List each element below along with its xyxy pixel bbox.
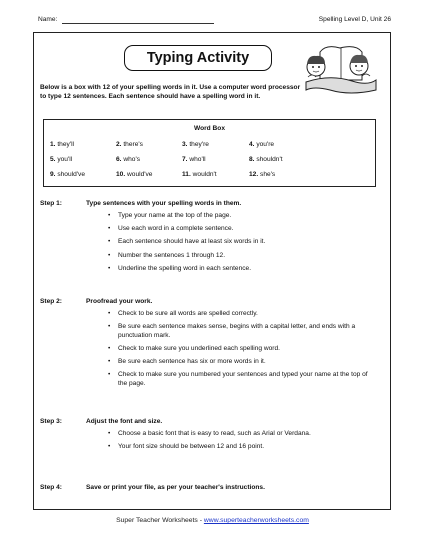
word-item: 9. should've	[50, 171, 85, 178]
word-item: 10. would've	[116, 171, 153, 178]
word-item: 11. wouldn't	[182, 171, 217, 178]
step-checklist-item: • Your font size should be between 12 and 16 point.	[108, 443, 378, 452]
word-item: 12. she's	[249, 171, 276, 178]
step-title: Adjust the font and size.	[86, 418, 163, 425]
step-checklist-item: • Check to make sure you underlined each spelling word.	[108, 345, 378, 354]
step-checklist-item: • Choose a basic font that is easy to read, such as Arial or Verdana.	[108, 430, 378, 439]
word-item: 4. you're	[249, 141, 275, 148]
step-title: Type sentences with your spelling words in them.	[86, 200, 242, 207]
footer-credit: Super Teacher Worksheets -	[116, 517, 204, 524]
step-checklist	[108, 310, 378, 393]
step-checklist-item: • Check to be sure all words are spelled correctly.	[108, 310, 378, 319]
page-title: Typing Activity	[124, 45, 272, 71]
step-checklist-item: • Check to make sure you numbered your sentences and typed your name at the top of the page.	[108, 371, 378, 388]
instructions-intro: Below is a box with 12 of your spelling words in it. Use a computer word processor to type 12 sentences. Each sentence should have a spelling word in it.	[40, 84, 301, 100]
step-checklist-item: • Each sentence should have at least six words in it.	[108, 238, 378, 247]
step-label: Step 3:	[40, 418, 62, 425]
step-checklist-item: • Use each word in a complete sentence.	[108, 225, 378, 234]
name-line[interactable]	[62, 23, 214, 24]
name-label: Name:	[38, 16, 58, 23]
word-item: 3. they're	[182, 141, 209, 148]
step-label: Step 4:	[40, 484, 62, 491]
step-label: Step 2:	[40, 298, 62, 305]
worksheet-header	[38, 16, 391, 28]
step-checklist-item: • Underline the spelling word in each sentence.	[108, 265, 378, 274]
kids-reading-illustration	[300, 40, 378, 98]
word-item: 7. who'll	[182, 156, 206, 163]
word-box	[43, 119, 376, 187]
word-box-title: Word Box	[193, 125, 225, 132]
word-item: 6. who's	[116, 156, 140, 163]
step-title: Save or print your file, as per your teacher's instructions.	[86, 484, 265, 491]
level-label: Spelling Level D, Unit 26	[318, 16, 391, 23]
word-item: 5. you'll	[50, 156, 73, 163]
step-title: Proofread your work.	[86, 298, 153, 305]
word-item: 8. shouldn't	[249, 156, 283, 163]
step-label: Step 1:	[40, 200, 62, 207]
step-checklist-item: • Be sure each sentence has six or more words in it.	[108, 358, 378, 367]
step-checklist	[108, 212, 378, 278]
footer	[0, 517, 425, 524]
word-item: 1. they'll	[50, 141, 74, 148]
footer-link[interactable]: www.superteacherworksheets.com	[203, 517, 309, 524]
step-checklist-item: • Number the sentences 1 through 12.	[108, 252, 378, 261]
step-checklist-item: • Be sure each sentence makes sense, begins with a capital letter, and ends with a punctuation mark.	[108, 323, 378, 340]
step-checklist-item: • Type your name at the top of the page.	[108, 212, 378, 221]
step-checklist	[108, 430, 378, 456]
word-item: 2. there's	[116, 141, 143, 148]
